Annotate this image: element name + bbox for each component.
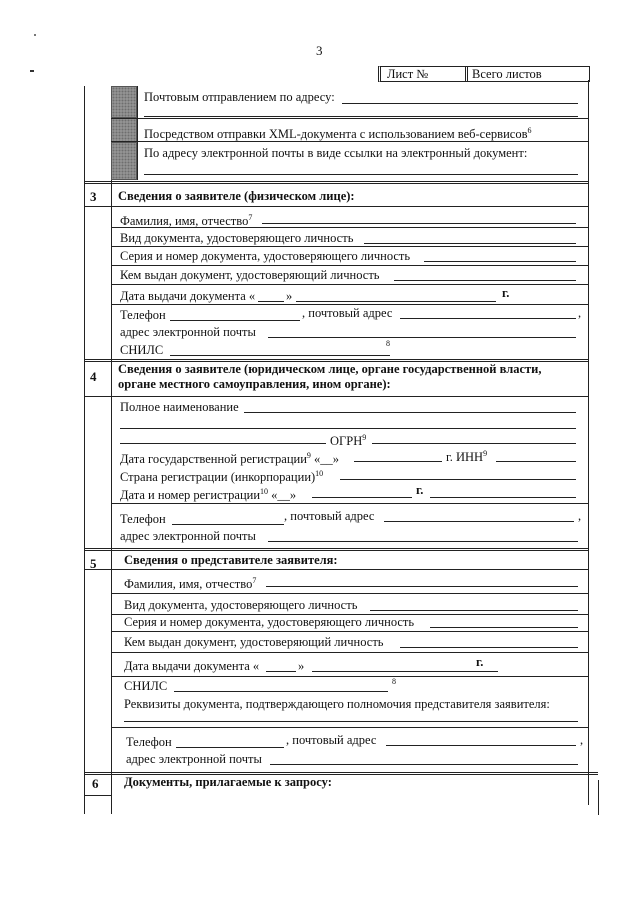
delivery-mail-field-2[interactable] <box>144 116 578 117</box>
section-divider <box>84 181 588 184</box>
row-divider <box>111 593 588 594</box>
checkbox-col-divider <box>137 86 138 180</box>
s3-email-label: адрес электронной почты <box>120 325 256 339</box>
s5-email-label: адрес электронной почты <box>126 752 262 766</box>
s3-doc-date-day[interactable] <box>258 301 284 302</box>
checkbox-mail[interactable] <box>111 86 137 118</box>
delivery-email-field[interactable] <box>144 174 578 175</box>
s5-snils-label: СНИЛС <box>124 679 168 693</box>
s3-postal-label: , почтовый адрес <box>302 306 393 320</box>
section-6-number: 6 <box>92 776 99 791</box>
s4-fullname-field[interactable] <box>244 412 576 413</box>
row-divider <box>111 246 588 247</box>
delivery-mail-label: Почтовым отправлением по адресу: <box>144 90 335 104</box>
s4-phone-label: Телефон <box>120 512 166 526</box>
row-divider <box>111 631 588 632</box>
s5-authority-field[interactable] <box>124 721 578 722</box>
sheet-total-box <box>465 66 590 82</box>
section-5-title: Сведения о представителе заявителя: <box>124 553 338 567</box>
stray-mark <box>34 34 36 36</box>
page-number: 3 <box>316 43 323 58</box>
s5-doc-date-day[interactable] <box>266 671 296 672</box>
s5-postal-field[interactable] <box>386 745 576 746</box>
frame-right-border-outer <box>598 780 599 815</box>
s4-reg-num-date-field[interactable] <box>312 497 412 498</box>
delivery-xml-label: Посредством отправки XML-документа с использованием веб-сервисов$^6$ <box>144 126 532 142</box>
row-divider <box>111 265 588 266</box>
section-6-title: Документы, прилагаемые к запросу: <box>124 775 332 789</box>
s5-email-field[interactable] <box>270 764 578 765</box>
s3-doc-series-field[interactable] <box>424 261 576 262</box>
row-divider <box>111 118 588 119</box>
s4-email-field[interactable] <box>268 541 578 542</box>
row-divider <box>111 284 588 285</box>
s4-reg-num-year-suffix: г. <box>416 483 424 497</box>
s4-postal-field[interactable] <box>384 521 574 522</box>
s4-country-field[interactable] <box>340 479 576 480</box>
s4-fullname-field-3[interactable] <box>120 443 326 444</box>
s5-postal-label: , почтовый адрес <box>286 733 377 747</box>
s5-snils-field[interactable] <box>174 691 388 692</box>
s3-doc-type-label: Вид документа, удостоверяющего личность <box>120 231 354 245</box>
s4-fullname-field-2[interactable] <box>120 428 576 429</box>
s3-phone-label: Телефон <box>120 308 166 322</box>
s5-doc-date-quote: » <box>298 659 305 673</box>
s3-doc-issuer-label: Кем выдан документ, удостоверяющий личность <box>120 268 380 282</box>
s3-snils-label: СНИЛС <box>120 343 164 357</box>
s5-authority-label: Реквизиты документа, подтверждающего полномочия представителя заявителя: <box>124 697 550 711</box>
s4-ogrn-label: ОГРН$^9$ <box>330 433 367 449</box>
s4-postal-comma: , <box>578 509 582 523</box>
s3-email-field[interactable] <box>268 337 576 338</box>
s4-email-label: адрес электронной почты <box>120 529 256 543</box>
checkbox-email[interactable] <box>111 142 137 180</box>
s4-inn-label: г. ИНН$^9$ <box>446 449 488 465</box>
sheet-total-label: Всего листов <box>472 67 542 81</box>
s4-fullname-label: Полное наименование <box>120 400 239 414</box>
row-divider <box>84 795 112 796</box>
delivery-email-label: По адресу электронной почты в виде ссылки на электронный документ: <box>144 146 528 160</box>
s3-snils-footnote: 8 <box>386 339 390 348</box>
s3-doc-date-year-suffix: г. <box>502 286 510 300</box>
sheet-number-label: Лист № <box>387 67 429 81</box>
s5-doc-series-label: Серия и номер документа, удостоверяющего личность <box>124 615 415 629</box>
s4-reg-date-label: Дата государственной регистрации$^9$ «__» <box>120 451 340 467</box>
row-divider <box>111 503 588 504</box>
s3-doc-series-label: Серия и номер документа, удостоверяющего личность <box>120 249 411 263</box>
s4-country-label: Страна регистрации (инкорпорации)$^{10}$ <box>120 469 324 485</box>
s3-doc-type-field[interactable] <box>364 243 576 244</box>
s5-postal-comma: , <box>580 733 584 747</box>
row-divider <box>111 652 588 653</box>
s4-postal-label: , почтовый адрес <box>284 509 375 523</box>
s3-snils-field[interactable] <box>170 355 390 356</box>
row-divider <box>111 304 588 305</box>
s3-doc-date-label: Дата выдачи документа « <box>120 289 256 303</box>
stray-mark <box>30 70 34 72</box>
s3-fio-field[interactable] <box>262 223 576 224</box>
s5-phone-field[interactable] <box>176 747 284 748</box>
section-divider <box>84 548 588 551</box>
section-3-title: Сведения о заявителе (физическом лице): <box>118 189 355 203</box>
s5-doc-issuer-label: Кем выдан документ, удостоверяющий личность <box>124 635 384 649</box>
frame-col-divider <box>111 86 112 814</box>
s5-fio-label: Фамилия, имя, отчество$^7$ <box>124 576 257 592</box>
s5-snils-footnote: 8 <box>392 677 396 686</box>
row-divider <box>111 727 588 728</box>
s3-phone-field[interactable] <box>170 320 300 321</box>
s5-doc-issuer-field[interactable] <box>400 647 578 648</box>
section-4-title-line2: органе местного самоуправления, ином органе): <box>118 377 391 391</box>
row-divider <box>111 676 588 677</box>
s5-fio-field[interactable] <box>266 586 578 587</box>
s5-doc-date-month[interactable] <box>312 671 498 672</box>
s4-ogrn-field[interactable] <box>372 443 576 444</box>
row-divider <box>111 227 588 228</box>
s5-phone-label: Телефон <box>126 735 172 749</box>
s3-postal-field[interactable] <box>400 318 576 319</box>
s3-doc-date-month[interactable] <box>296 301 496 302</box>
row-divider <box>84 206 588 207</box>
s5-doc-date-label: Дата выдачи документа « <box>124 659 260 673</box>
s3-fio-label: Фамилия, имя, отчество$^7$ <box>120 213 253 229</box>
s4-reg-date-field[interactable] <box>354 461 442 462</box>
s5-doc-type-field[interactable] <box>370 610 578 611</box>
s5-doc-date-year-suffix: г. <box>476 655 484 669</box>
frame-left-border <box>84 86 85 814</box>
s4-reg-num-label: Дата и номер регистрации$^{10}$ «__» <box>120 487 297 503</box>
s3-postal-comma: , <box>578 306 582 320</box>
delivery-mail-field[interactable] <box>342 103 578 104</box>
s4-phone-field[interactable] <box>172 524 284 525</box>
checkbox-xml[interactable] <box>111 118 137 142</box>
frame-right-border <box>588 80 589 805</box>
section-4-number: 4 <box>90 369 97 384</box>
s3-doc-issuer-field[interactable] <box>394 280 576 281</box>
s4-reg-num-field[interactable] <box>430 497 576 498</box>
s5-doc-series-field[interactable] <box>430 627 578 628</box>
section-5-number: 5 <box>90 556 97 571</box>
section-4-title-line1: Сведения о заявителе (юридическом лице, органе государственной власти, <box>118 362 542 376</box>
s4-inn-field[interactable] <box>496 461 576 462</box>
row-divider <box>84 396 588 397</box>
section-3-number: 3 <box>90 189 97 204</box>
s3-doc-date-quote: » <box>286 289 293 303</box>
s5-doc-type-label: Вид документа, удостоверяющего личность <box>124 598 358 612</box>
row-divider <box>111 141 588 142</box>
row-divider <box>84 569 588 570</box>
sheet-number-box <box>378 66 468 82</box>
